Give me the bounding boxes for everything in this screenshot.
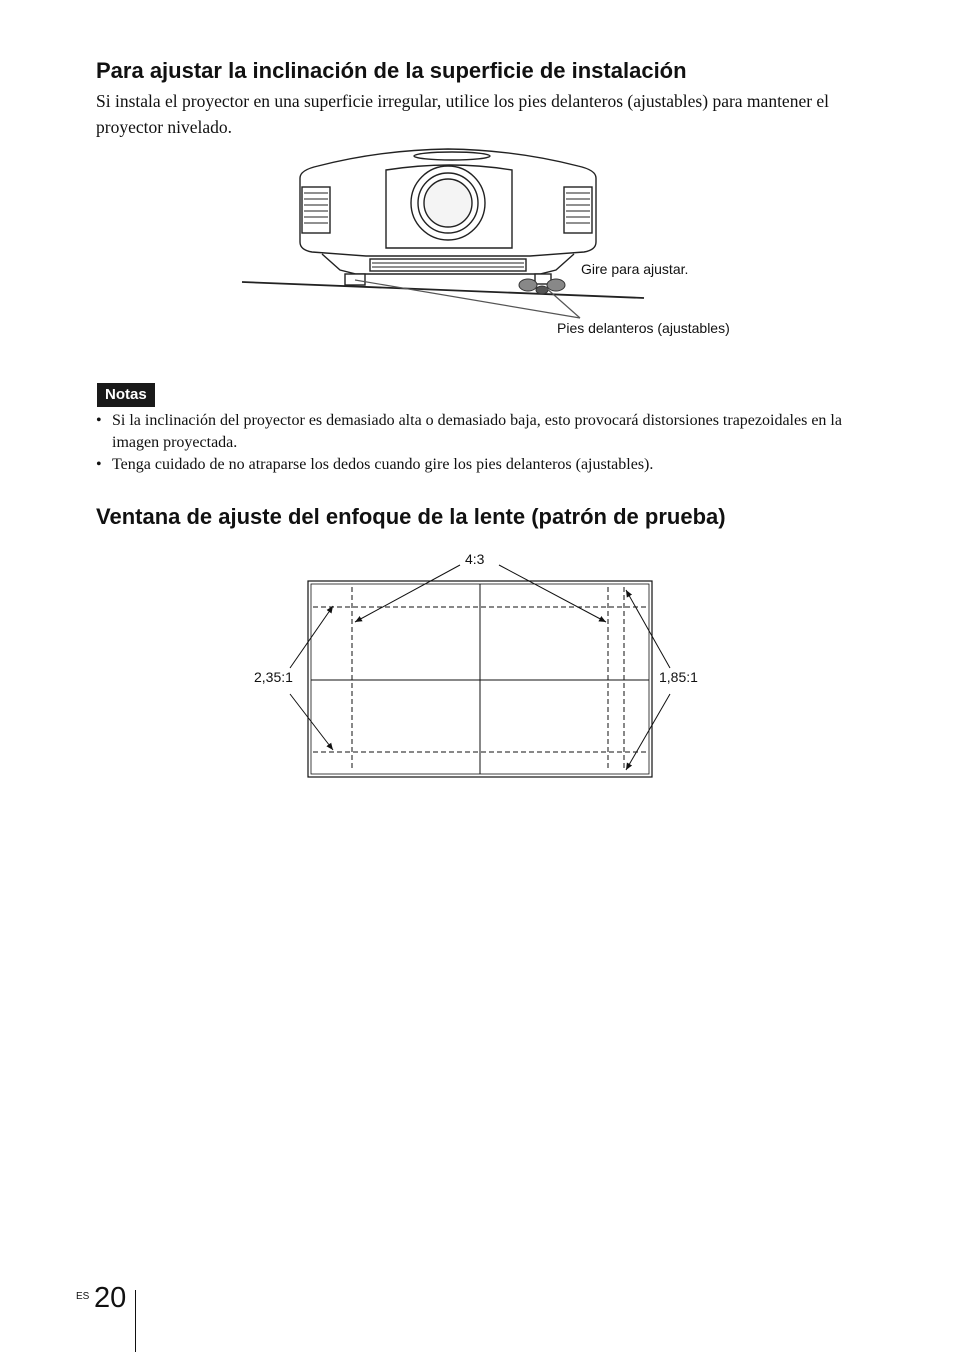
projector-illustration [0, 0, 954, 360]
front-feet-label: Pies delanteros (ajustables) [557, 320, 730, 336]
notes-list [96, 410, 866, 476]
page-number: 20 [94, 1282, 127, 1314]
section-title-tilt: Para ajustar la inclinación de la superficie de instalación [96, 58, 687, 83]
note-item: • Tenga cuidado de no atraparse los dedos cuando gire los pies delanteros (ajustables). [96, 456, 654, 473]
page-number-rule [135, 1290, 136, 1352]
notes-badge: Notas [97, 383, 155, 407]
ratio-4-3-label: 4:3 [465, 551, 485, 567]
language-code: ES [76, 1291, 90, 1302]
section-title-test-pattern: Ventana de ajuste del enfoque de la lente (patrón de prueba) [96, 504, 726, 529]
turn-to-adjust-label: Gire para ajustar. [581, 261, 689, 277]
intro-paragraph: Si instala el proyector en una superficie irregular, utilice los pies delanteros (ajustables) para mantener el proyector nivelado. [96, 91, 830, 137]
note-item: • Si la inclinación del proyector es demasiado alta o demasiado baja, esto provocará distorsiones trapezoidales en la imagen proyectada. [96, 412, 842, 451]
ratio-1-85-label: 1,85:1 [659, 669, 698, 685]
test-pattern-diagram [0, 540, 954, 790]
ratio-2-35-label: 2,35:1 [254, 669, 293, 685]
